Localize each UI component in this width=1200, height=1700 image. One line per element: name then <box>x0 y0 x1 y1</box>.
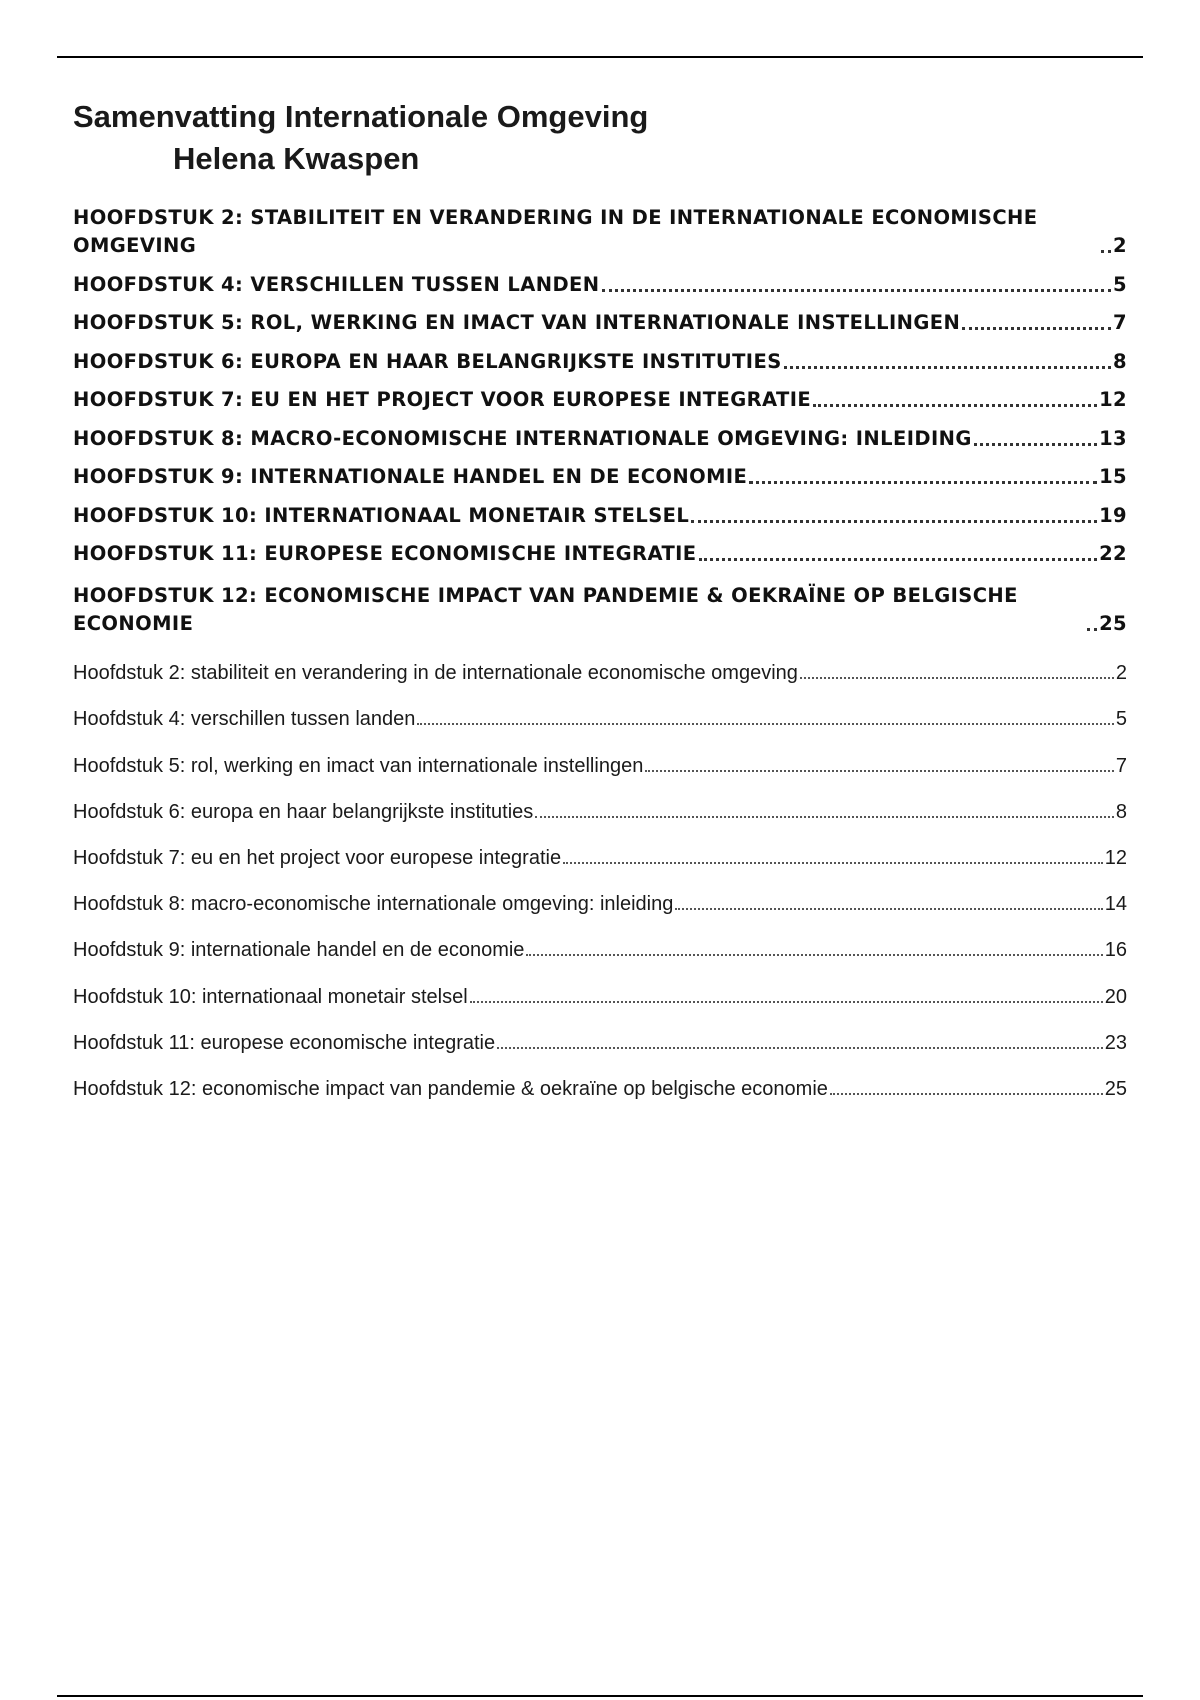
toc-entry-title: Hoofdstuk 2: stabiliteit en verandering in de internationale economische omgeving <box>73 662 798 685</box>
toc-plain-entry-h6[interactable] <box>73 780 1127 826</box>
toc-entry-title: HOOFDSTUK 10: INTERNATIONAAL MONETAIR STELSEL <box>73 503 690 527</box>
toc-bold-entry-h2[interactable] <box>73 190 1127 260</box>
toc-entry-page: 2 <box>1115 662 1127 685</box>
toc-entry-page: 25 <box>1104 1077 1127 1100</box>
toc-dot-leader <box>526 954 1102 956</box>
toc-entry-page: 13 <box>1099 426 1127 450</box>
toc-dot-leader <box>784 366 1111 369</box>
toc-plain-entry-h8[interactable] <box>73 872 1127 918</box>
toc-dot-leader <box>497 1047 1103 1049</box>
toc-plain-entry-h2[interactable] <box>73 641 1127 687</box>
toc-bold-entry-h4[interactable] <box>73 260 1127 299</box>
toc-dot-leader <box>645 770 1114 772</box>
toc-entry-page: 23 <box>1104 1031 1127 1054</box>
toc-entry-page: 7 <box>1115 754 1127 777</box>
toc-dot-leader <box>563 862 1103 864</box>
toc-entry-title: Hoofdstuk 9: internationale handel en de economie <box>73 939 525 962</box>
toc-bold-list <box>73 190 1127 638</box>
toc-dot-leader <box>813 404 1097 407</box>
toc-entry-title: HOOFDSTUK 6: EUROPA EN HAAR BELANGRIJKSTE INSTITUTIES <box>73 349 782 373</box>
toc-entry-page: 7 <box>1113 311 1127 334</box>
toc-dot-leader <box>974 443 1097 446</box>
toc-entry-title: Hoofdstuk 10: internationaal monetair stelsel <box>73 985 468 1008</box>
toc-entry-title: Hoofdstuk 7: eu en het project voor europese integratie <box>73 846 562 869</box>
toc-entry-title: HOOFDSTUK 7: EU EN HET PROJECT VOOR EUROPESE INTEGRATIE <box>73 388 812 411</box>
toc-dot-leader <box>1101 250 1111 253</box>
toc-entry-title: Hoofdstuk 12: economische impact van pandemie & oekraïne op belgische economie <box>73 1077 828 1100</box>
toc-dot-leader <box>417 723 1113 725</box>
toc-dot-leader <box>749 481 1097 484</box>
document-title: Samenvatting Internationale Omgeving <box>73 99 649 134</box>
toc-dot-leader <box>602 289 1112 292</box>
toc-entry-page: 15 <box>1099 465 1127 488</box>
toc-entry-page: 8 <box>1113 349 1127 373</box>
toc-dot-leader <box>470 1001 1103 1003</box>
toc-bold-entry-h9[interactable] <box>73 453 1127 492</box>
toc-entry-title: Hoofdstuk 5: rol, werking en imact van internationale instellingen <box>73 754 644 777</box>
toc-entry-page: 19 <box>1099 503 1127 527</box>
document-author: Helena Kwaspen <box>173 141 420 176</box>
toc-bold-entry-h8[interactable] <box>73 414 1127 453</box>
toc-entry-page: 12 <box>1099 388 1127 411</box>
toc-entry-title: HOOFDSTUK 9: INTERNATIONALE HANDEL EN DE ECONOMIE <box>73 465 748 488</box>
toc-entry-page: 16 <box>1104 939 1127 962</box>
toc-dot-leader <box>675 908 1102 910</box>
toc-bold-entry-h7[interactable] <box>73 376 1127 415</box>
toc-dot-leader <box>691 520 1097 523</box>
toc-bold-entry-h5[interactable] <box>73 299 1127 338</box>
toc-dot-leader <box>830 1093 1103 1095</box>
toc-plain-entry-h4[interactable] <box>73 687 1127 733</box>
toc-entry-title: Hoofdstuk 4: verschillen tussen landen <box>73 708 416 731</box>
toc-entry-page: 20 <box>1104 985 1127 1008</box>
toc-entry-title: HOOFDSTUK 11: EUROPESE ECONOMISCHE INTEGRATIE <box>73 542 697 565</box>
toc-entry-title: Hoofdstuk 11: europese economische integratie <box>73 1031 496 1054</box>
toc-entry-title: HOOFDSTUK 8: MACRO-ECONOMISCHE INTERNATIONALE OMGEVING: INLEIDING <box>73 426 972 450</box>
title-block <box>73 96 1133 180</box>
toc-entry-page: 14 <box>1104 893 1127 916</box>
toc-entry-title: Hoofdstuk 8: macro-economische internationale omgeving: inleiding <box>73 893 674 916</box>
toc-entry-page: 5 <box>1113 272 1127 296</box>
toc-dot-leader <box>962 327 1111 330</box>
toc-entry-title: HOOFDSTUK 4: VERSCHILLEN TUSSEN LANDEN <box>73 272 600 296</box>
toc-dot-leader <box>535 816 1114 818</box>
toc-plain-entry-h11[interactable] <box>73 1011 1127 1057</box>
toc-plain-list <box>73 641 1127 1103</box>
toc-entry-title: Hoofdstuk 6: europa en haar belangrijkste instituties <box>73 800 534 823</box>
toc-plain-entry-h12[interactable] <box>73 1057 1127 1103</box>
toc-entry-page: 22 <box>1099 542 1127 565</box>
toc-entry-title: HOOFDSTUK 12: ECONOMISCHE IMPACT VAN PANDEMIE & OEKRAÏNE OP BELGISCHE ECONOMIE <box>73 584 1018 635</box>
toc-dot-leader <box>800 677 1114 679</box>
toc-entry-page: 8 <box>1115 800 1127 823</box>
toc-entry-page: 12 <box>1104 846 1127 869</box>
toc-entry-page: 25 <box>1099 612 1127 635</box>
toc-bold-entry-h12[interactable] <box>73 568 1127 638</box>
toc-dot-leader <box>1087 628 1097 631</box>
toc-entry-page: 5 <box>1115 708 1127 731</box>
toc-plain-entry-h7[interactable] <box>73 826 1127 872</box>
toc-entry-title: HOOFDSTUK 2: STABILITEIT EN VERANDERING IN DE INTERNATIONALE ECONOMISCHE OMGEVING <box>73 206 1038 257</box>
toc-entry-title: HOOFDSTUK 5: ROL, WERKING EN IMACT VAN INTERNATIONALE INSTELLINGEN <box>73 311 961 334</box>
toc-plain-entry-h9[interactable] <box>73 918 1127 964</box>
toc-bold-entry-h6[interactable] <box>73 337 1127 376</box>
toc-plain-entry-h10[interactable] <box>73 964 1127 1010</box>
toc-plain-entry-h5[interactable] <box>73 733 1127 779</box>
toc-entry-page: 2 <box>1113 234 1127 257</box>
toc-bold-entry-h11[interactable] <box>73 530 1127 569</box>
toc-dot-leader <box>699 558 1098 561</box>
footer-rule <box>57 1695 1143 1697</box>
header-rule <box>57 56 1143 58</box>
toc-bold-entry-h10[interactable] <box>73 491 1127 530</box>
